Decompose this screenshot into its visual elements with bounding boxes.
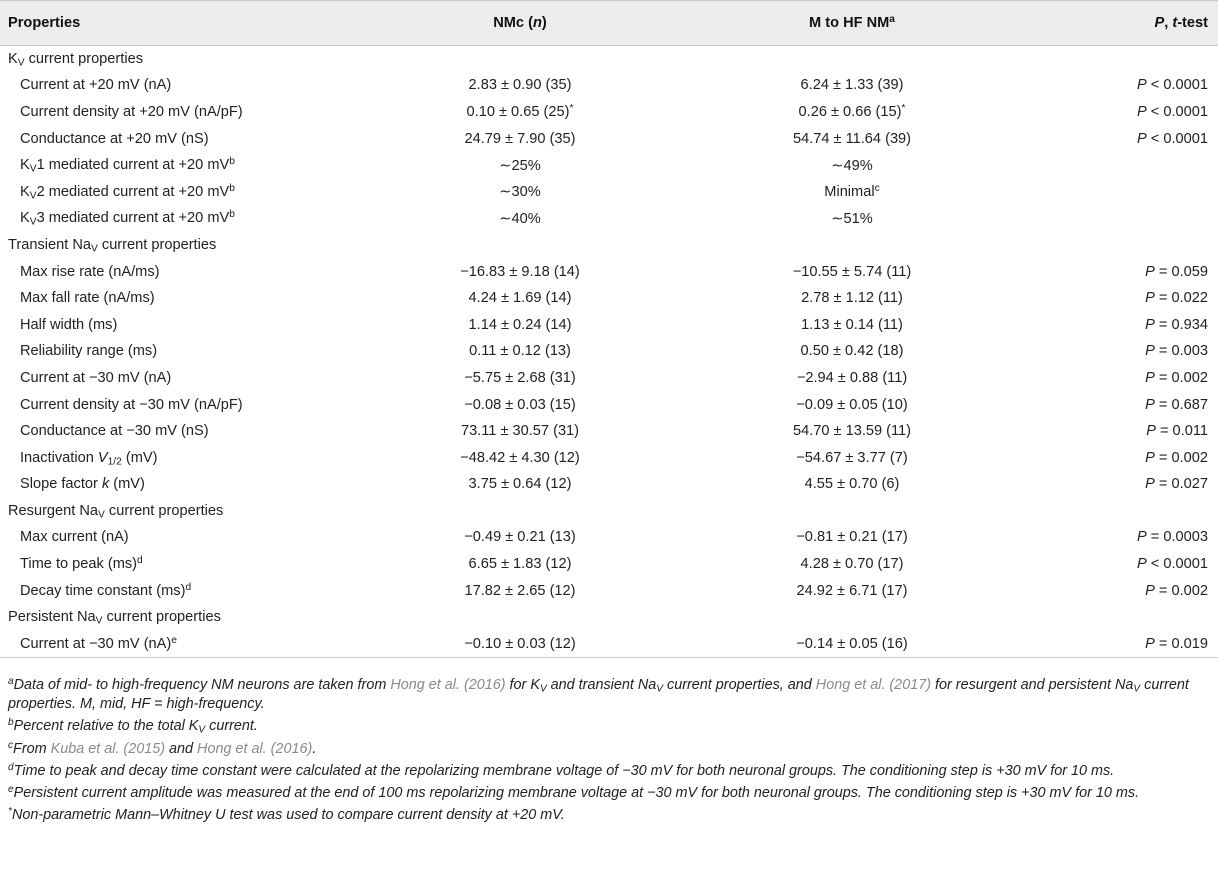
- row-label: Conductance at −30 mV (nS): [20, 423, 209, 440]
- table-row: [0, 152, 1218, 179]
- nmc-value: 0.10 ± 0.65 (25)*: [466, 102, 574, 120]
- p-value: P < 0.0001: [1136, 103, 1208, 120]
- hf-value: 54.74 ± 11.64 (39): [792, 130, 912, 147]
- nmc-value: 6.65 ± 1.83 (12): [468, 556, 572, 573]
- nmc-value: −0.10 ± 0.03 (12): [464, 635, 576, 652]
- row-label: $K_V2$ mediated current at +20 $mV^b$: [20, 182, 235, 202]
- hf-value: 2.78 ± 1.12 (11): [801, 290, 903, 307]
- row-label: Slope factor k (mV): [20, 476, 145, 493]
- table-row: [0, 418, 1218, 445]
- p-value: P = 0.687: [1145, 396, 1208, 413]
- hf-value: 4.28 ± 0.70 (17): [800, 556, 904, 573]
- p-value: P < 0.0001: [1136, 556, 1208, 573]
- hf-value: −10.55 ± 5.74 (11): [792, 263, 912, 280]
- row-label: Current density at −30 mV (nA/pF): [20, 396, 243, 413]
- table-row: [0, 365, 1218, 392]
- nmc-value: 73.11 ± 30.57 (31): [460, 423, 580, 440]
- row-label: Max fall rate (nA/ms): [20, 290, 155, 307]
- section-label: $K_V$ current properties: [8, 51, 143, 69]
- reference-link[interactable]: Kuba et al. (2015): [50, 740, 166, 757]
- hf-value: Minimal$^c$: [824, 182, 880, 200]
- table-footnotes: [8, 676, 1194, 828]
- table-row: [0, 178, 1218, 205]
- p-value: P = 0.003: [1145, 343, 1208, 360]
- hf-value: 54.70 ± 13.59 (11): [792, 423, 912, 440]
- table-row: [0, 631, 1218, 658]
- table-row: [0, 577, 1218, 604]
- hf-value: −0.09 ± 0.05 (10): [796, 396, 908, 413]
- hf-value: −54.67 ± 3.77 (7): [796, 449, 908, 466]
- nmc-value: 1.14 ± 0.24 (14): [468, 316, 572, 333]
- header-p-ttest: P, t-test: [1034, 1, 1218, 46]
- p-value: P = 0.934: [1145, 316, 1208, 333]
- section-row-resurgent-nav: [0, 498, 1218, 525]
- p-value: P = 0.027: [1145, 476, 1208, 493]
- table-row: [0, 258, 1218, 285]
- row-label: Max rise rate (nA/ms): [20, 263, 160, 280]
- p-value: P = 0.002: [1145, 449, 1208, 466]
- row-label: $K_V1$ mediated current at +20 $mV^b$: [20, 156, 235, 175]
- p-value: P = 0.002: [1145, 369, 1208, 386]
- section-row-persistent-nav: [0, 604, 1218, 631]
- row-label: Current at +20 mV (nA): [20, 77, 172, 94]
- nmc-value: −5.75 ± 2.68 (31): [464, 369, 576, 386]
- table-row: [0, 444, 1218, 471]
- footnote-c: $^c$From Kuba et al. (2015) and Hong et al. (2016).: [8, 739, 317, 757]
- p-value: P = 0.022: [1145, 290, 1208, 307]
- table-row: [0, 391, 1218, 418]
- footnote-d: $^d$Time to peak and decay time constant were calculated at the repolarizing membrane voltage of −30 mV for both neuronal groups. The conditioning step is +30 mV for 10 ms.: [8, 761, 1115, 779]
- row-label: Time to peak (ms)$^d$: [20, 554, 143, 573]
- reference-link[interactable]: Hong et al. (2017): [815, 677, 931, 693]
- nmc-value: ∼30%: [499, 184, 541, 201]
- nmc-value: −48.42 ± 4.30 (12): [460, 449, 580, 466]
- table-row: [0, 99, 1218, 126]
- section-label: Transient $Na_V$ current properties: [8, 236, 217, 255]
- p-value: P = 0.0003: [1136, 529, 1208, 546]
- nmc-value: −0.49 ± 0.21 (13): [464, 529, 576, 546]
- nmc-value: 3.75 ± 0.64 (12): [468, 476, 572, 493]
- p-value: P = 0.002: [1145, 582, 1208, 599]
- row-label: Conductance at +20 mV (nS): [20, 130, 209, 147]
- reference-link[interactable]: Hong et al. (2016): [390, 677, 506, 693]
- header-nmc: NMc (n): [370, 1, 670, 46]
- table-row: [0, 471, 1218, 498]
- table-row: [0, 551, 1218, 578]
- nmc-value: 24.79 ± 7.90 (35): [464, 130, 576, 147]
- nmc-value: −0.08 ± 0.03 (15): [464, 396, 576, 413]
- section-row-kv: [0, 46, 1218, 73]
- section-label: Persistent $Na_V$ current properties: [8, 609, 221, 627]
- header-m-to-hf-nm: M to HF $NM^a$: [670, 1, 1034, 46]
- hf-value: −2.94 ± 0.88 (11): [796, 369, 908, 386]
- table-row: [0, 205, 1218, 232]
- table-row: [0, 285, 1218, 312]
- row-label: Current at −30 mV (nA)$^e$: [20, 634, 177, 652]
- hf-value: 6.24 ± 1.33 (39): [800, 77, 904, 94]
- table-row: [0, 311, 1218, 338]
- hf-value: 0.26 ± 0.66 (15)*: [798, 102, 906, 120]
- p-value: P = 0.019: [1145, 635, 1208, 652]
- header-properties: Properties: [0, 1, 370, 46]
- row-label: Decay time constant (ms)$^d$: [20, 581, 192, 599]
- nmc-value: ∼25%: [499, 157, 541, 174]
- footnote-b: $^b$Percent relative to the total $K_V$ current.: [8, 717, 258, 736]
- hf-value: 1.13 ± 0.14 (11): [801, 316, 903, 333]
- row-label: Current at −30 mV (nA): [20, 369, 172, 386]
- nmc-value: 0.11 ± 0.12 (13): [469, 343, 571, 360]
- nmc-value: 2.83 ± 0.90 (35): [468, 77, 572, 94]
- p-value: P < 0.0001: [1136, 77, 1208, 94]
- table-row: [0, 338, 1218, 365]
- p-value: P = 0.011: [1146, 423, 1208, 440]
- section-row-transient-nav: [0, 232, 1218, 259]
- table-row: [0, 125, 1218, 152]
- footnote-e: $^e$Persistent current amplitude was measured at the end of 100 ms repolarizing membrane voltage at −30 mV for both neuronal groups. The conditioning step is +30 mV for 10 ms.: [8, 783, 1140, 802]
- row-label: $K_V3$ mediated current at +20 $mV^b$: [20, 209, 235, 228]
- p-value: P < 0.0001: [1136, 130, 1208, 147]
- footnote-star: *Non-parametric Mann–Whitney U test was used to compare current density at +20 mV.: [8, 806, 565, 824]
- nmc-value: 17.82 ± 2.65 (12): [464, 582, 576, 599]
- hf-value: −0.14 ± 0.05 (16): [796, 635, 908, 652]
- nmc-value: −16.83 ± 9.18 (14): [460, 263, 580, 280]
- table-row: [0, 72, 1218, 99]
- hf-value: ∼51%: [831, 210, 873, 227]
- reference-link[interactable]: Hong et al. (2016): [197, 740, 313, 757]
- row-label: Current density at +20 mV (nA/pF): [20, 103, 243, 120]
- hf-value: ∼49%: [831, 157, 873, 174]
- hf-value: 24.92 ± 6.71 (17): [796, 582, 908, 599]
- row-label: Max current (nA): [20, 529, 129, 546]
- row-label: Half width (ms): [20, 316, 118, 333]
- footnote-a: $^a$Data of mid- to high-frequency NM neurons are taken from Hong et al. (2016) for $K_V$ and transient $Na_V$ current properties, and Hong et al. (2017) for resurgent and persistent $Na_V$ current properties. M, mid, HF = high-frequency.: [8, 675, 1189, 713]
- hf-value: 0.50 ± 0.42 (18): [800, 343, 904, 360]
- table-header-row: [0, 1, 1218, 46]
- row-label: Reliability range (ms): [20, 343, 158, 360]
- p-value: P = 0.059: [1145, 263, 1208, 280]
- section-label: Resurgent $Na_V$ current properties: [8, 502, 224, 521]
- nmc-value: ∼40%: [499, 210, 541, 227]
- hf-value: −0.81 ± 0.21 (17): [796, 529, 908, 546]
- table-row: [0, 524, 1218, 551]
- hf-value: 4.55 ± 0.70 (6): [804, 476, 900, 493]
- nmc-value: 4.24 ± 1.69 (14): [468, 290, 572, 307]
- row-label: Inactivation $V_{1/2}$ (mV): [20, 449, 158, 468]
